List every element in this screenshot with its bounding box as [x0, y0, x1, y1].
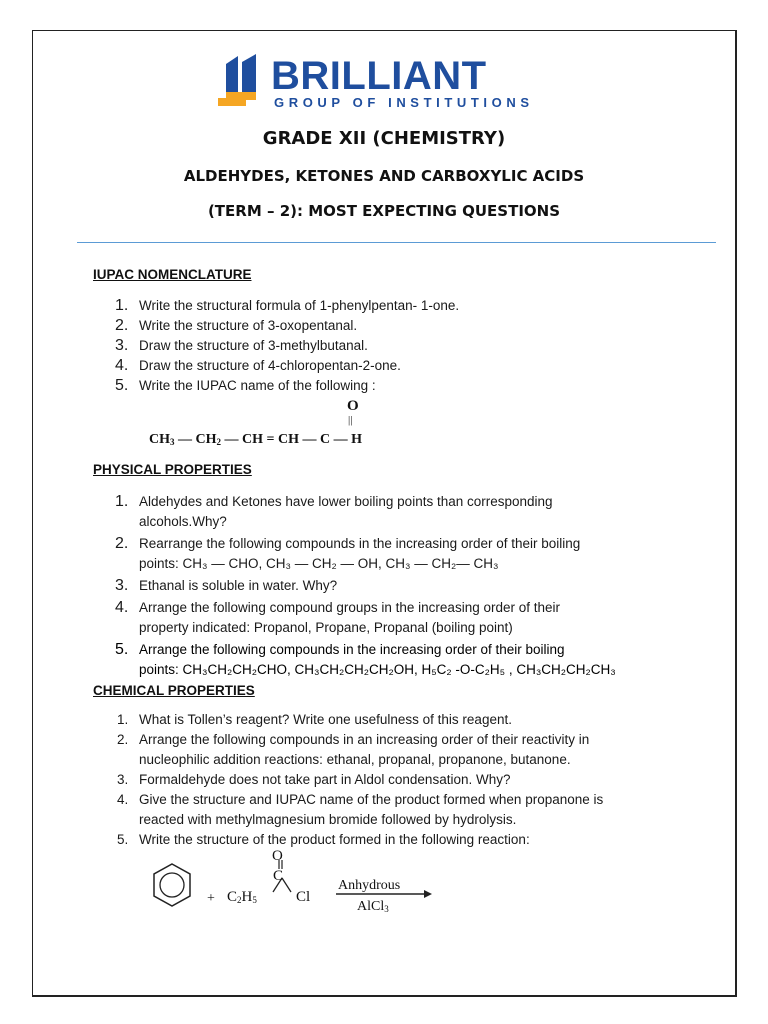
- reagent-chlorine: Cl: [296, 889, 311, 905]
- formula-double-bond: ||: [348, 414, 353, 426]
- question-item: 2. Rearrange the following compounds in the increasing order of their boiling points: CH₃ — CHO, CH₃ — CH₂ — OH, CH₃ — CH₂— CH₃: [115, 535, 581, 571]
- iupac-structure-formula: $CH_3$ — $CH_2$ — CH = CH — C — H: [149, 432, 362, 447]
- question-item: 2. Write the structure of 3-oxopentanal.: [115, 317, 358, 334]
- header-divider: [77, 242, 716, 243]
- question-item: 4. Arrange the following compound groups in the increasing order of their property indicated: Propanol, Propane, Propanal (boiling point): [115, 599, 560, 635]
- condition-anhydrous: Anhydrous: [338, 878, 401, 893]
- question-item: 3. Formaldehyde does not take part in Aldol condensation. Why?: [117, 772, 511, 787]
- question-item: 1. Write the structural formula of 1-phenylpentan- 1-one.: [115, 297, 460, 314]
- chemical-question-list: [117, 710, 719, 850]
- logo-mark-icon: [216, 52, 272, 108]
- question-item: 5. Write the IUPAC name of the following :: [115, 377, 376, 394]
- section-heading-physical: PHYSICAL PROPERTIES: [93, 462, 252, 477]
- question-item: 4. Give the structure and IUPAC name of the product formed when propanone is reacted with methylmagnesium bromide followed by hydrolysis.: [117, 792, 604, 827]
- physical-question-list: [115, 492, 719, 680]
- carbonyl-carbon: C: [273, 868, 284, 884]
- benzene-ring-icon: [154, 864, 190, 906]
- question-item: 3. Ethanal is soluble in water. Why?: [115, 577, 338, 594]
- question-item: 2. Arrange the following compounds in an increasing order of their reactivity in nucleophilic addition reactions: ethanal, propanal, propanone, butanone.: [117, 732, 590, 767]
- question-item: 1. What is Tollen’s reagent? Write one usefulness of this reagent.: [117, 712, 512, 727]
- reagent-ethyl: $C_2H_5$: [227, 889, 257, 905]
- reaction-plus: +: [207, 891, 215, 906]
- formula-oxygen: O: [347, 398, 359, 414]
- question-item: 4. Draw the structure of 4-chloropentan-2-one.: [115, 357, 401, 374]
- section-heading-iupac: IUPAC NOMENCLATURE: [93, 267, 252, 282]
- logo-wordmark: BRILLIANT: [271, 54, 487, 98]
- question-item: 5. Arrange the following compounds in the increasing order of their boiling points: CH₃CH₂CH₂CHO, CH₃CH₂CH₂CH₂OH, H₅C₂ -O-C₂H₅ , CH₃CH₂CH₂CH₃: [115, 641, 616, 677]
- question-item: 3. Draw the structure of 3-methylbutanal.: [115, 337, 368, 354]
- question-item: 1. Aldehydes and Ketones have lower boiling points than corresponding alcohols.Why?: [115, 493, 553, 529]
- term-title: (TERM – 2): MOST EXPECTING QUESTIONS: [207, 202, 561, 220]
- carbonyl-oxygen: O: [272, 848, 283, 864]
- logo-tagline: GROUP OF INSTITUTIONS: [274, 95, 534, 110]
- chapter-title: ALDEHYDES, KETONES AND CARBOXYLIC ACIDS: [183, 167, 585, 185]
- condition-alcl3: AlCl$_3$: [357, 899, 389, 914]
- section-heading-chemical: CHEMICAL PROPERTIES: [93, 683, 255, 698]
- question-item: 5. Write the structure of the product formed in the following reaction:: [117, 832, 530, 847]
- iupac-question-list: [115, 296, 699, 396]
- brilliant-logo: [216, 52, 552, 114]
- grade-title: GRADE XII (CHEMISTRY): [262, 128, 506, 149]
